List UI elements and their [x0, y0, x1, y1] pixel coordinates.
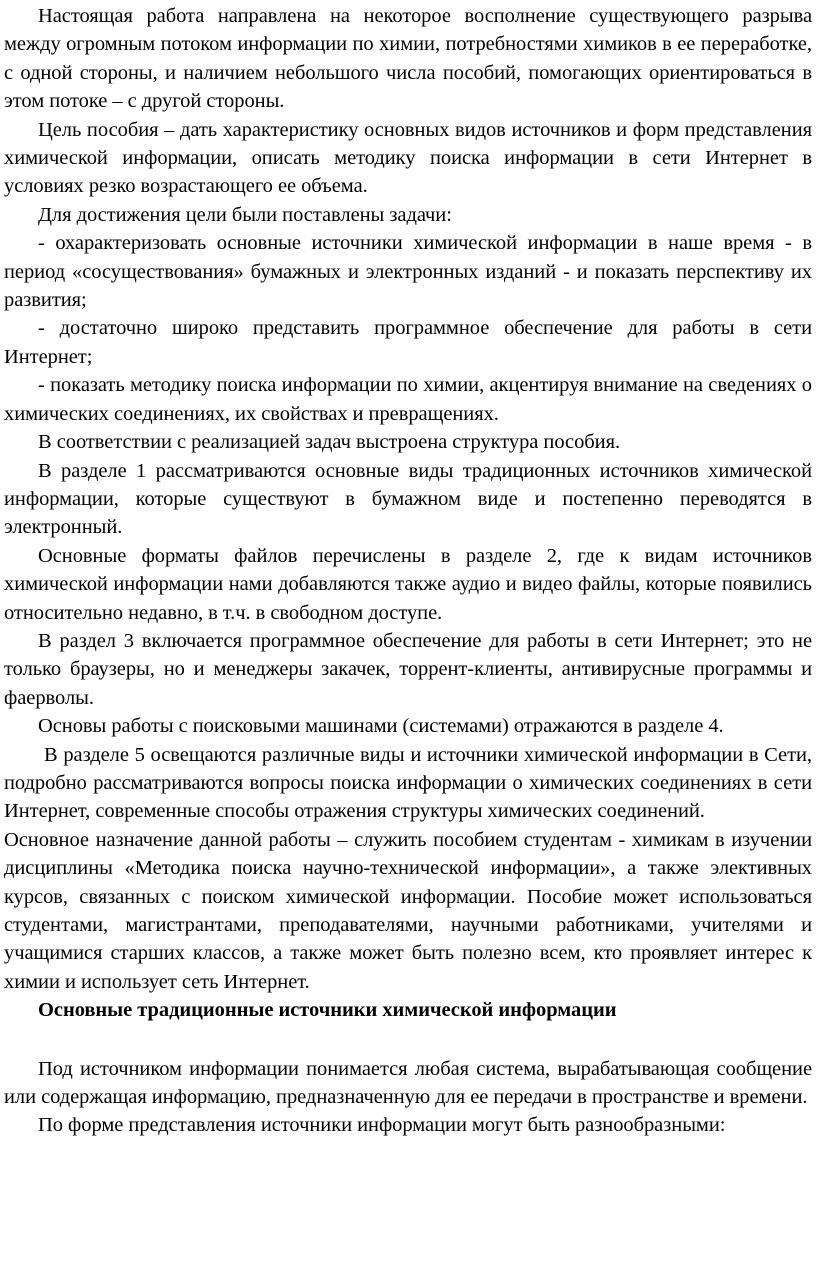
task-item-1: - охарактеризовать основные источники химической информации в наше время - в период «сосуществования» бумажных и электронных изданий - и показать перспективу их развития;	[4, 232, 812, 312]
section-4-paragraph: Основы работы с поисковыми машинами (системами) отражаются в разделе 4.	[38, 715, 724, 738]
section-heading: Основные традиционные источники химической информации	[38, 999, 617, 1022]
heading-spacer	[4, 1025, 812, 1055]
task-item-2: - достаточно широко представить программное обеспечение для работы в сети Интернет;	[4, 317, 812, 368]
intro-paragraph-2: Цель пособия – дать характеристику основных видов источников и форм представления химической информации, описать методику поиска информации в сети Интернет в условиях резко возрастающего ее объема.	[4, 118, 812, 198]
task-item-3: - показать методику поиска информации по химии, акцентируя внимание на сведениях о химических соединениях, их свойствах и превращениях.	[4, 374, 812, 425]
definition-paragraph: Под источником информации понимается любая система, вырабатывающая сообщение или содержащая информацию, предназначенную для ее передачи в пространстве и времени.	[4, 1057, 812, 1109]
section-3-paragraph: В раздел 3 включается программное обеспечение для работы в сети Интернет; это не только браузеры, но и менеджеры закачек, торрент-клиенты, антивирусные программы и фаерволы.	[4, 629, 812, 709]
purpose-paragraph: Основное назначение данной работы – служить пособием студентам - химикам в изучении дисциплины «Методика поиска научно-технической информации», а также элективных курсов, связанных с поиском химической информации. Пособие может использоваться студентами, магистрантами, преподавателями, научными работниками, учителями и учащимися старших классов, а также может быть полезно всем, кто проявляет интерес к химии и использует сеть Интернет.	[4, 828, 812, 993]
forms-paragraph: По форме представления источники информации могут быть разнообразными:	[38, 1114, 726, 1137]
structure-paragraph: В соответствии с реализацией задач выстроена структура пособия.	[38, 431, 621, 454]
section-5-paragraph: В разделе 5 освещаются различные виды и источники химической информации в Сети, подробно рассматриваются вопросы поиска информации о химических соединениях в сети Интернет, современные способы отражения структуры химических соединений.	[4, 743, 812, 823]
intro-paragraph-3: Для достижения цели были поставлены задачи:	[38, 203, 452, 226]
section-2-paragraph: Основные форматы файлов перечислены в разделе 2, где к видам источников химической информации нами добавляются также аудио и видео файлы, которые появились относительно недавно, в т.ч. в свободном доступе.	[4, 544, 812, 624]
section-1-paragraph: В разделе 1 рассматриваются основные виды традиционных источников химической информации, которые существуют в бумажном виде и постепенно переводятся в электронный.	[4, 459, 812, 539]
intro-paragraph-1: Настоящая работа направлена на некоторое восполнение существующего разрыва между огромным потоком информации по химии, потребностями химиков в ее переработке, с одной стороны, и наличием небольшого числа пособий, помогающих ориентироваться в этом потоке – с другой стороны.	[4, 5, 812, 113]
